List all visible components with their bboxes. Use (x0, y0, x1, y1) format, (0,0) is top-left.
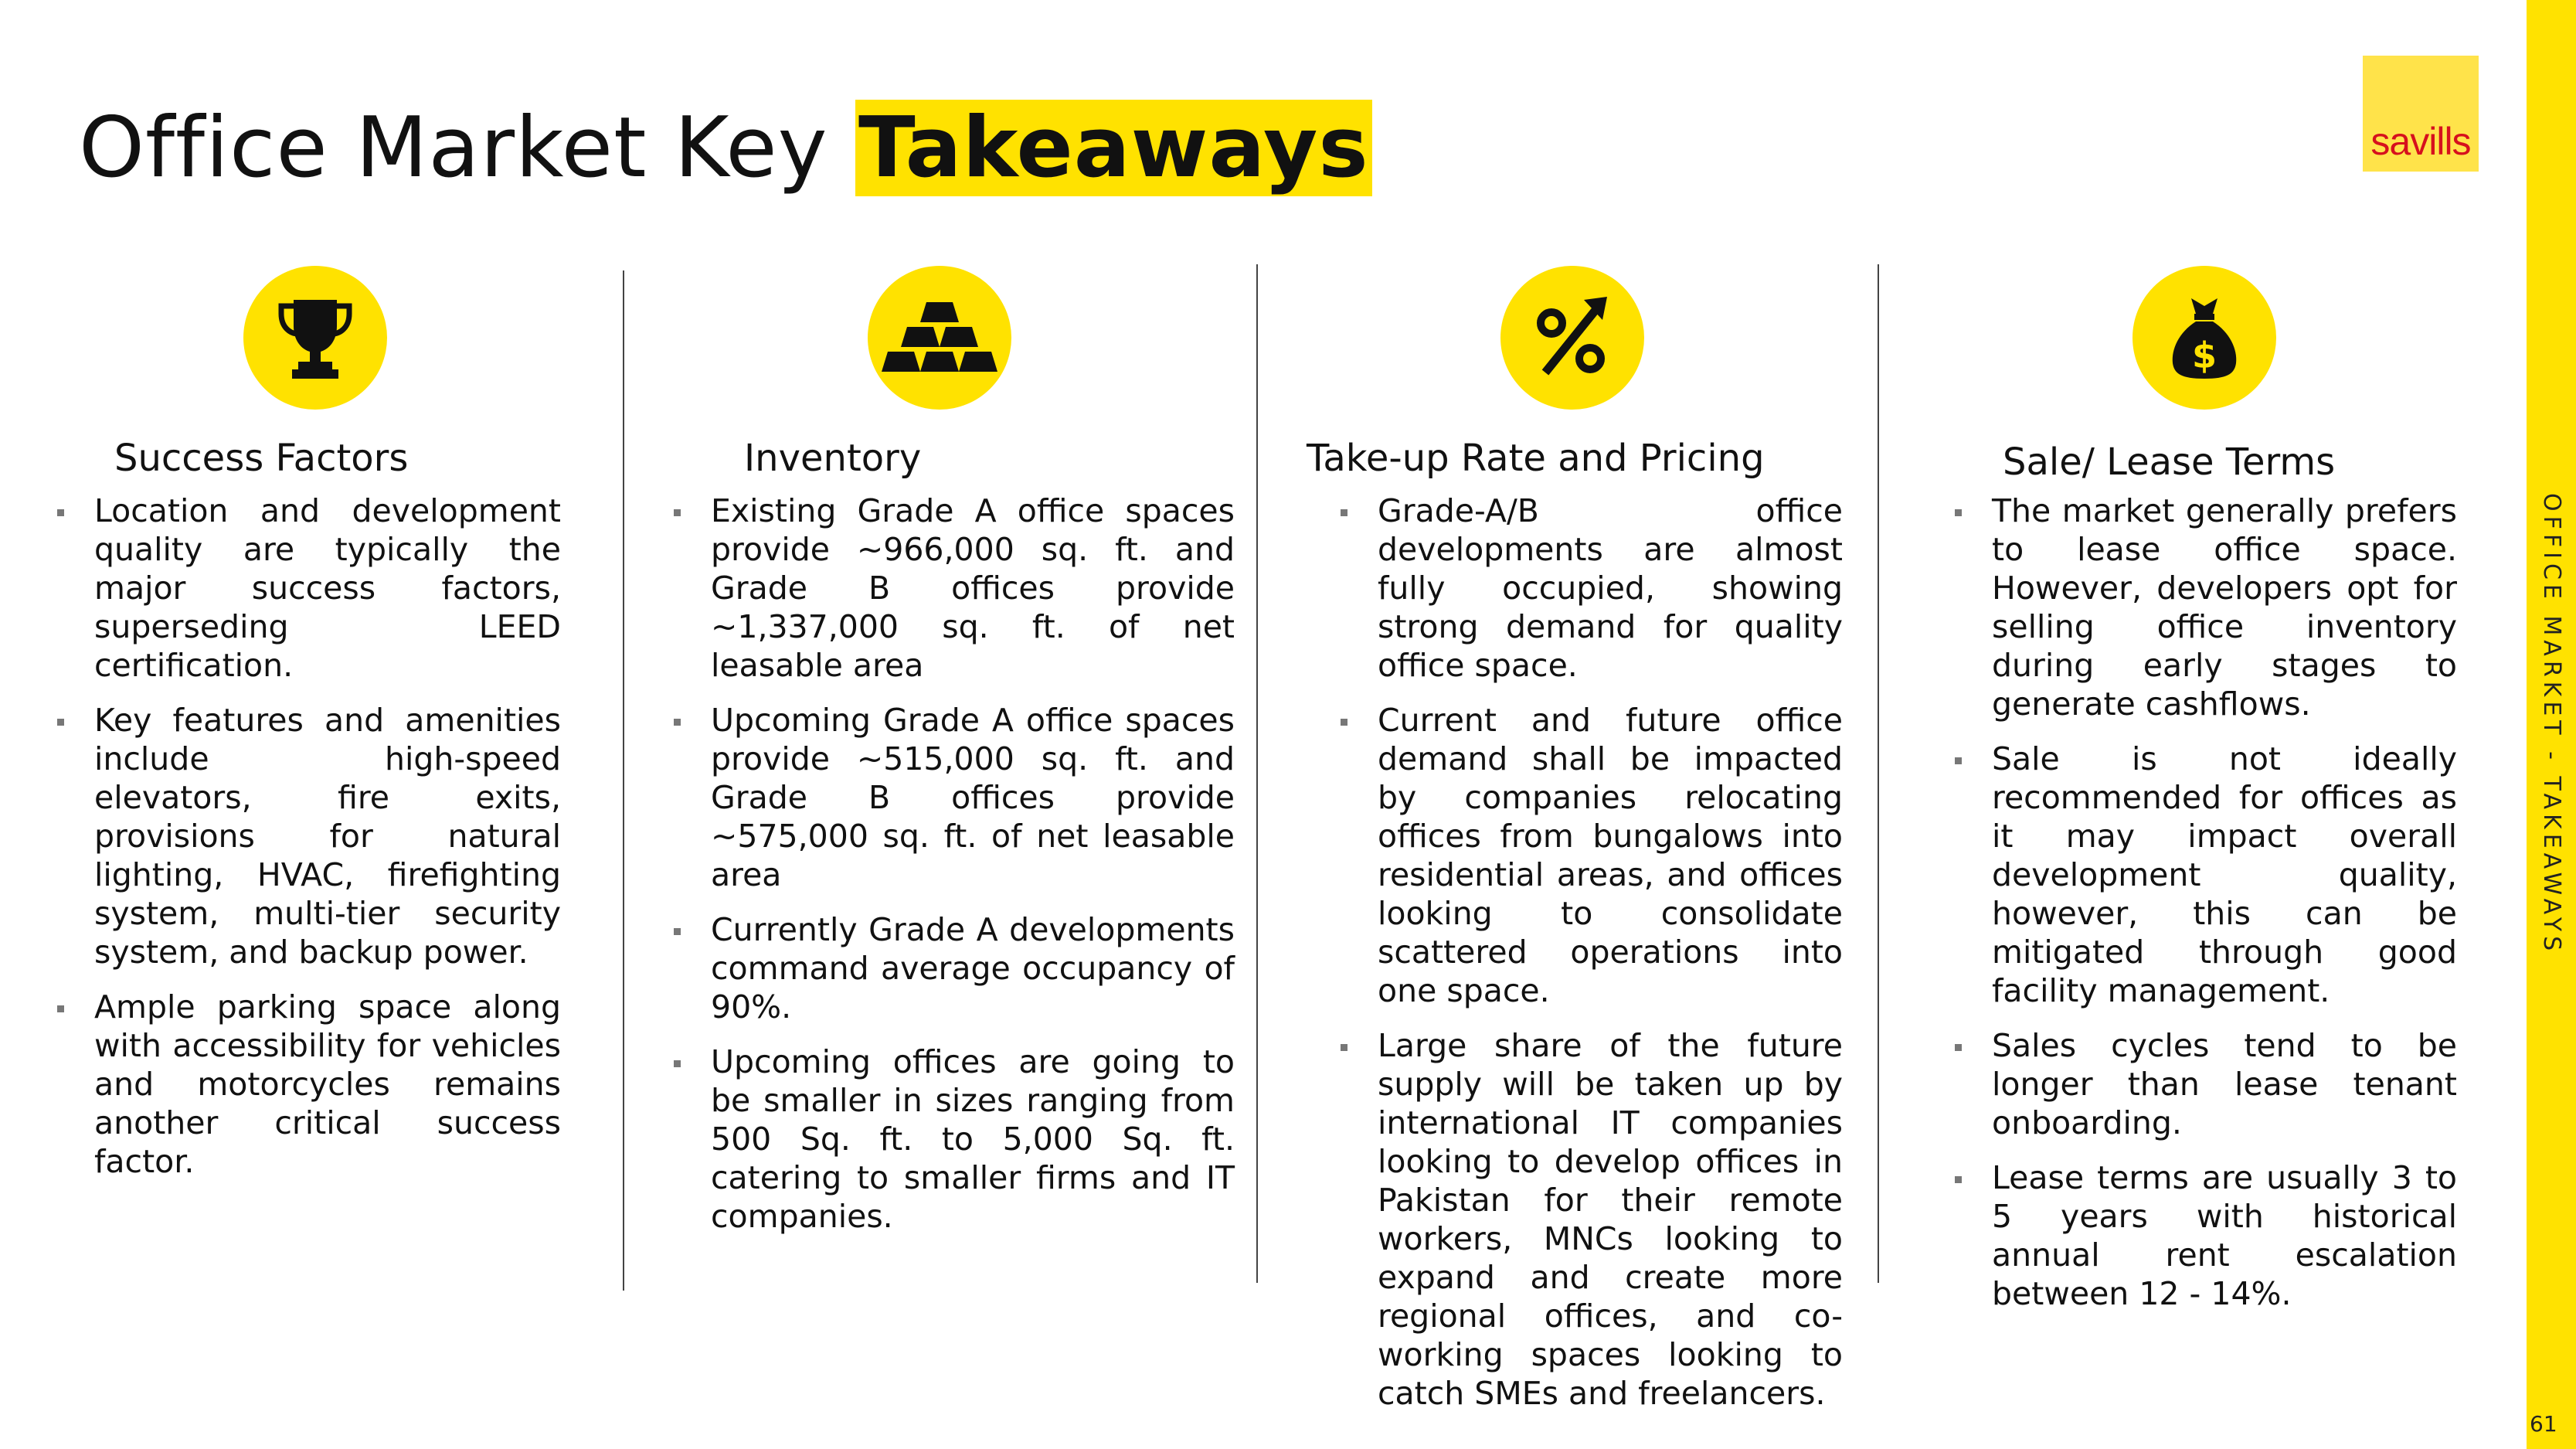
list-item: Current and future office demand shall be impacted by companies relocating offices from bungalows into residential areas, and offices looking to consolidate scattered operations into one space. (1341, 701, 1843, 1010)
column-heading: Success Factors (114, 437, 409, 480)
column-divider (1256, 264, 1258, 1283)
savills-logo (2363, 56, 2479, 172)
list-item: Upcoming Grade A office spaces provide ~515,000 sq. ft. and Grade B offices provide ~575,000 sq. ft. of net leasable area (674, 701, 1235, 894)
list-item: Lease terms are usually 3 to 5 years with historical annual rent escalation between 12 - 14%. (1955, 1158, 2457, 1313)
list-item: Upcoming offices are going to be smaller in sizes ranging from 500 Sq. ft. to 5,000 Sq. ft. catering to smaller firms and IT companies. (674, 1043, 1235, 1236)
list-item: Ample parking space along with accessibility for vehicles and motorcycles remains another critical success factor. (57, 988, 561, 1181)
success-factors-list (57, 492, 561, 1197)
money-bag-icon (2133, 266, 2276, 410)
list-item: Currently Grade A developments command average occupancy of 90%. (674, 910, 1235, 1026)
list-item: Key features and amenities include high-speed elevators, fire exits, provisions for natural lighting, HVAC, firefighting system, multi-tier security system, and backup power. (57, 701, 561, 971)
page-number: 61 (2530, 1411, 2557, 1437)
trophy-icon (243, 266, 387, 410)
logo-text: savills (2370, 120, 2471, 163)
column-heading: Take-up Rate and Pricing (1307, 437, 1765, 480)
title-plain: Office Market Key (79, 100, 855, 196)
column-heading: Inventory (744, 437, 922, 480)
column-divider (1878, 264, 1879, 1283)
sale-lease-list (1955, 492, 2457, 1329)
inventory-list (674, 492, 1235, 1252)
title-highlight: Takeaways (855, 100, 1372, 196)
column-divider (623, 270, 624, 1291)
percent-up-icon (1500, 266, 1644, 410)
list-item: Large share of the future supply will be taken up by international IT companies looking to develop offices in Pakistan for their remote workers, MNCs looking to expand and create more regional offices, and co-working spaces looking to catch SMEs and freelancers. (1341, 1026, 1843, 1413)
page-title (79, 94, 1372, 202)
take-up-list (1341, 492, 1843, 1429)
list-item: Grade-A/B office developments are almost fully occupied, showing strong demand for quality office space. (1341, 492, 1843, 685)
gold-bars-icon (868, 266, 1011, 410)
svg-text:$: $ (2191, 335, 2217, 376)
list-item: Sales cycles tend to be longer than lease tenant onboarding. (1955, 1026, 2457, 1142)
list-item: The market generally prefers to lease office space. However, developers opt for selling office inventory during early stages to generate cashflows. (1955, 492, 2457, 723)
column-heading: Sale/ Lease Terms (2003, 440, 2336, 484)
list-item: Sale is not ideally recommended for offices as it may impact overall development quality, however, this can be mitigated through good facility management. (1955, 740, 2457, 1010)
section-label: OFFICE MARKET - TAKEAWAYS (2538, 493, 2565, 956)
list-item: Location and development quality are typically the major success factors, superseding LEED certification. (57, 492, 561, 685)
list-item: Existing Grade A office spaces provide ~966,000 sq. ft. and Grade B offices provide ~1,337,000 sq. ft. of net leasable area (674, 492, 1235, 685)
